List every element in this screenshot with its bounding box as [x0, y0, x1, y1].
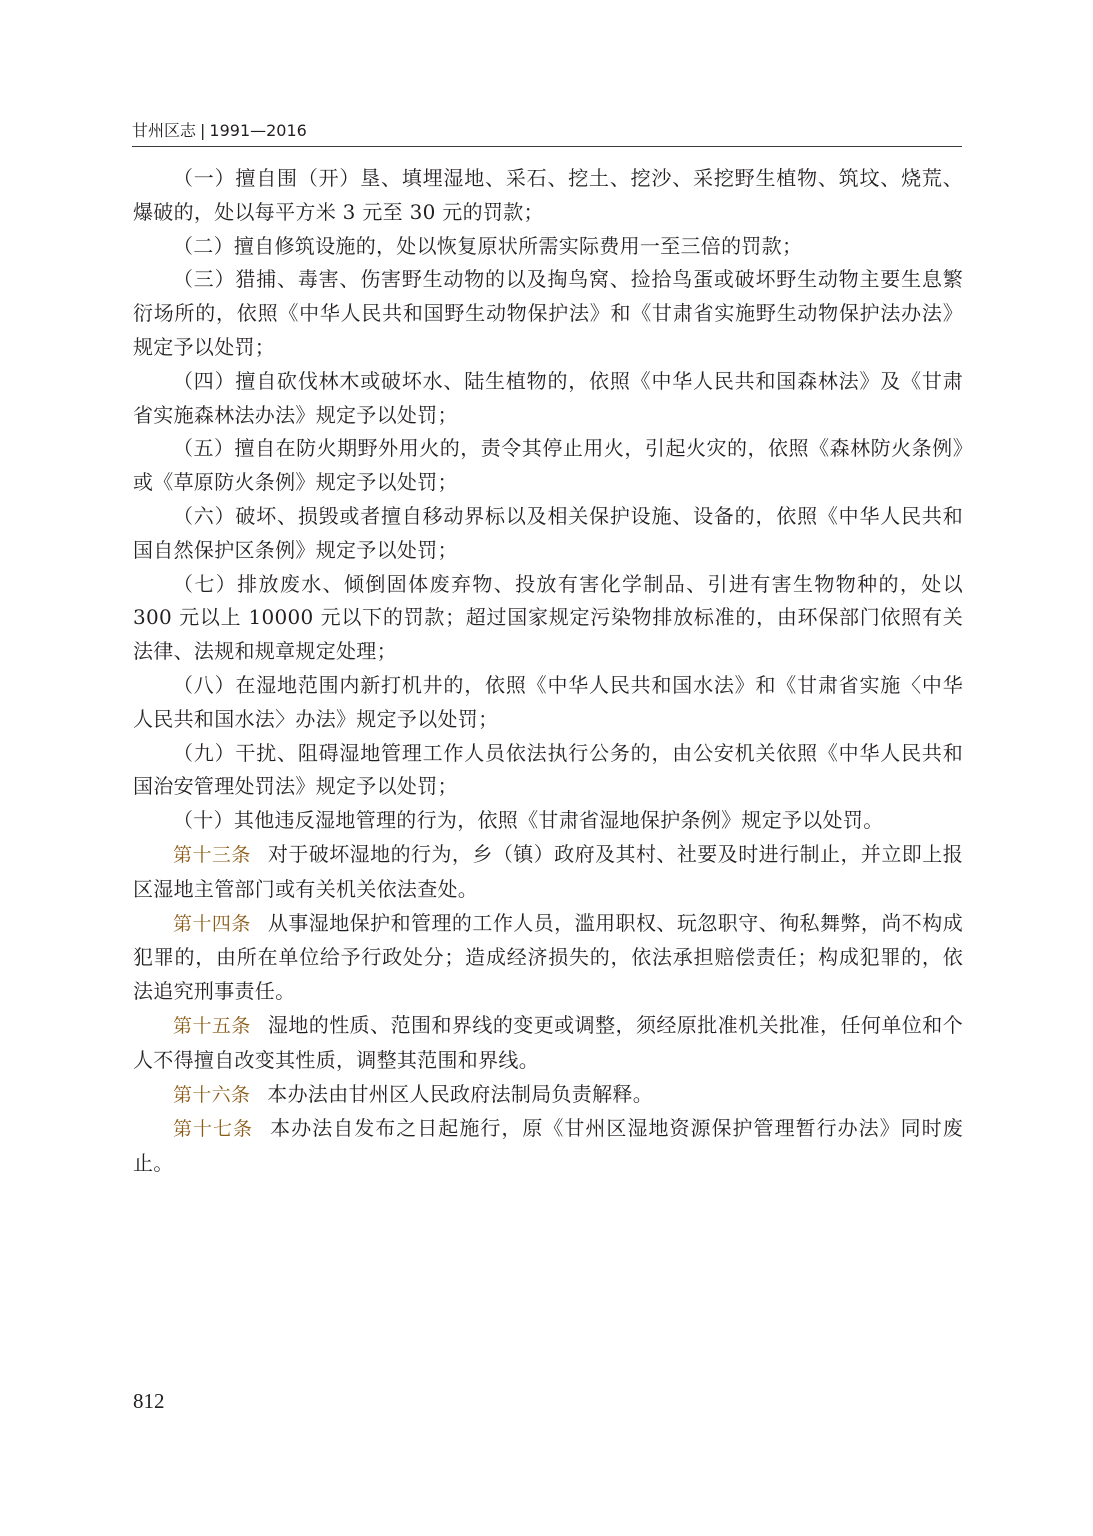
article-15-label: 第十五条	[173, 1014, 251, 1037]
penalty-item-9: （九）干扰、阻碍湿地管理工作人员依法执行公务的，由公安机关依照《中华人民共和国治安管理处罚法》规定予以处罚；	[133, 740, 963, 799]
header-separator: |	[200, 121, 206, 140]
penalty-item-8: （八）在湿地范围内新打机井的，依照《中华人民共和国水法》和《甘肃省实施〈中华人民共和国水法〉办法》规定予以处罚；	[133, 672, 963, 731]
article-13-text: 对于破坏湿地的行为，乡（镇）政府及其村、社要及时进行制止，并立即上报区湿地主管部门或有关机关依法查处。	[133, 841, 963, 901]
running-header	[132, 120, 962, 147]
penalty-item-10: （十）其他违反湿地管理的行为，依照《甘肃省湿地保护条例》规定予以处罚。	[173, 808, 884, 833]
book-title: 甘州区志	[132, 121, 197, 140]
article-15	[133, 1009, 963, 1078]
body-text	[133, 162, 963, 1181]
penalty-item-4: （四）擅自砍伐林木或破坏水、陆生植物的，依照《中华人民共和国森林法》及《甘肃省实施森林法办法》规定予以处罚；	[133, 368, 963, 427]
article-16-label: 第十六条	[173, 1083, 251, 1106]
header-years: 1991—2016	[209, 121, 307, 140]
article-17-label: 第十七条	[173, 1118, 254, 1141]
article-16	[133, 1078, 963, 1113]
article-15-text: 湿地的性质、范围和界线的变更或调整，须经原批准机关批准，任何单位和个人不得擅自改变其性质，调整其范围和界线。	[133, 1012, 963, 1072]
article-13	[133, 838, 963, 907]
article-16-text: 本办法由甘州区人民政府法制局负责解释。	[267, 1081, 653, 1106]
penalty-item-3: （三）猎捕、毒害、伤害野生动物的以及掏鸟窝、捡拾鸟蛋或破坏野生动物主要生息繁衍场所的，依照《中华人民共和国野生动物保护法》和《甘肃省实施野生动物保护法办法》规定予以处罚；	[133, 267, 963, 359]
penalty-item-6: （六）破坏、损毁或者擅自移动界标以及相关保护设施、设备的，依照《中华人民共和国自然保护区条例》规定予以处罚；	[133, 503, 963, 562]
penalty-item-2: （二）擅自修筑设施的，处以恢复原状所需实际费用一至三倍的罚款；	[173, 233, 803, 258]
article-17	[133, 1112, 963, 1181]
article-17-text: 本办法自发布之日起施行，原《甘州区湿地资源保护管理暂行办法》同时废止。	[133, 1116, 964, 1176]
article-14	[133, 907, 963, 1009]
penalty-item-1: （一）擅自围（开）垦、填埋湿地、采石、挖土、挖沙、采挖野生植物、筑坟、烧荒、爆破的，处以每平方米 3 元至 30 元的罚款；	[133, 166, 963, 224]
penalty-item-7: （七）排放废水、倾倒固体废弃物、投放有害化学制品、引进有害生物物种的，处以 300 元以上 10000 元以下的罚款；超过国家规定污染物排放标准的，由环保部门依照有关法律、法规和规章规定处理；	[133, 571, 963, 664]
article-13-label: 第十三条	[173, 843, 251, 866]
penalty-item-5: （五）擅自在防火期野外用火的，责令其停止用火，引起火灾的，依照《森林防火条例》或《草原防火条例》规定予以处罚；	[133, 436, 963, 495]
article-14-label: 第十四条	[173, 912, 251, 935]
page-number: 812	[133, 1389, 165, 1413]
article-14-text: 从事湿地保护和管理的工作人员，滥用职权、玩忽职守、徇私舞弊，尚不构成犯罪的，由所在单位给予行政处分；造成经济损失的，依法承担赔偿责任；构成犯罪的，依法追究刑事责任。	[133, 910, 963, 1004]
